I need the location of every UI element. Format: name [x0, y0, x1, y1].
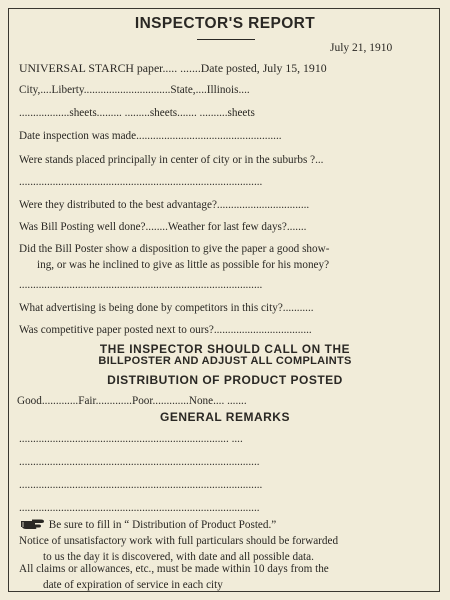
bill-poster-disposition-question: Did the Bill Poster show a disposition to give the paper a good show-	[19, 243, 330, 255]
remark-line[interactable]: .......................................................................................	[19, 479, 263, 491]
competitor-advertising-question[interactable]: What advertising is being done by competitors in this city?...........	[19, 302, 314, 314]
distribution-heading: DISTRIBUTION OF PRODUCT POSTED	[107, 373, 343, 387]
inspector-notice-line1: THE INSPECTOR SHOULD CALL ON THE	[99, 342, 351, 356]
notice-claims-line2: date of expiration of service in each city	[43, 579, 223, 591]
notice-claims-line1: All claims or allowances, etc., must be made within 10 days from the	[19, 563, 329, 575]
inspection-date-field[interactable]: Date inspection was made....................................................	[19, 130, 282, 142]
sheets-field[interactable]: ..................sheets......... .........sheets....... ..........sheets	[19, 107, 255, 119]
notice-unsatisfactory-line2: to us the day it is discovered, with date and all possible data.	[43, 551, 314, 563]
report-date: July 21, 1910	[330, 42, 393, 54]
stands-placement-question[interactable]: Were stands placed principally in center of city or in the suburbs ?...	[19, 154, 324, 166]
title-underline	[197, 39, 255, 40]
notice-unsatisfactory-line1: Notice of unsatisfactory work with full particulars should be forwarded	[19, 535, 339, 547]
city-state-field[interactable]: City,....Liberty...............................State,....Illinois....	[19, 84, 250, 96]
pointing-hand-icon	[20, 518, 46, 530]
reminder-line	[20, 518, 432, 531]
report-title: INSPECTOR'S REPORT	[134, 15, 316, 32]
general-remarks-heading: GENERAL REMARKS	[160, 410, 290, 424]
notice-claims	[19, 561, 435, 593]
stands-placement-answer-line[interactable]: .......................................................................................	[19, 176, 263, 188]
remark-line[interactable]: ......................................................................................	[19, 456, 260, 468]
inspector-notice-line2: BILLPOSTER AND ADJUST ALL COMPLAINTS	[98, 355, 352, 367]
distribution-rating-field[interactable]: Good.............Fair.............Poor.............None.... .......	[17, 395, 247, 407]
reminder-text: Be sure to fill in “ Distribution of Product Posted.”	[48, 519, 277, 531]
remark-line[interactable]: ........................................................................... ....	[19, 433, 243, 445]
bill-posting-weather-question[interactable]: Was Bill Posting well done?........Weather for last few days?.......	[19, 221, 307, 233]
bill-poster-disposition-question-cont: ing, or was he inclined to give as little as possible for his money?	[37, 259, 330, 271]
remark-line[interactable]: ......................................................................................	[19, 502, 260, 514]
competitive-paper-question[interactable]: Was competitive paper posted next to ours?...................................	[19, 324, 312, 336]
bill-poster-answer-line[interactable]: .......................................................................................	[19, 279, 263, 291]
paper-and-date-posted-field[interactable]: UNIVERSAL STARCH paper..... .......Date posted, July 15, 1910	[19, 61, 327, 75]
distribution-advantage-question[interactable]: Were they distributed to the best advantage?.................................	[19, 199, 310, 211]
